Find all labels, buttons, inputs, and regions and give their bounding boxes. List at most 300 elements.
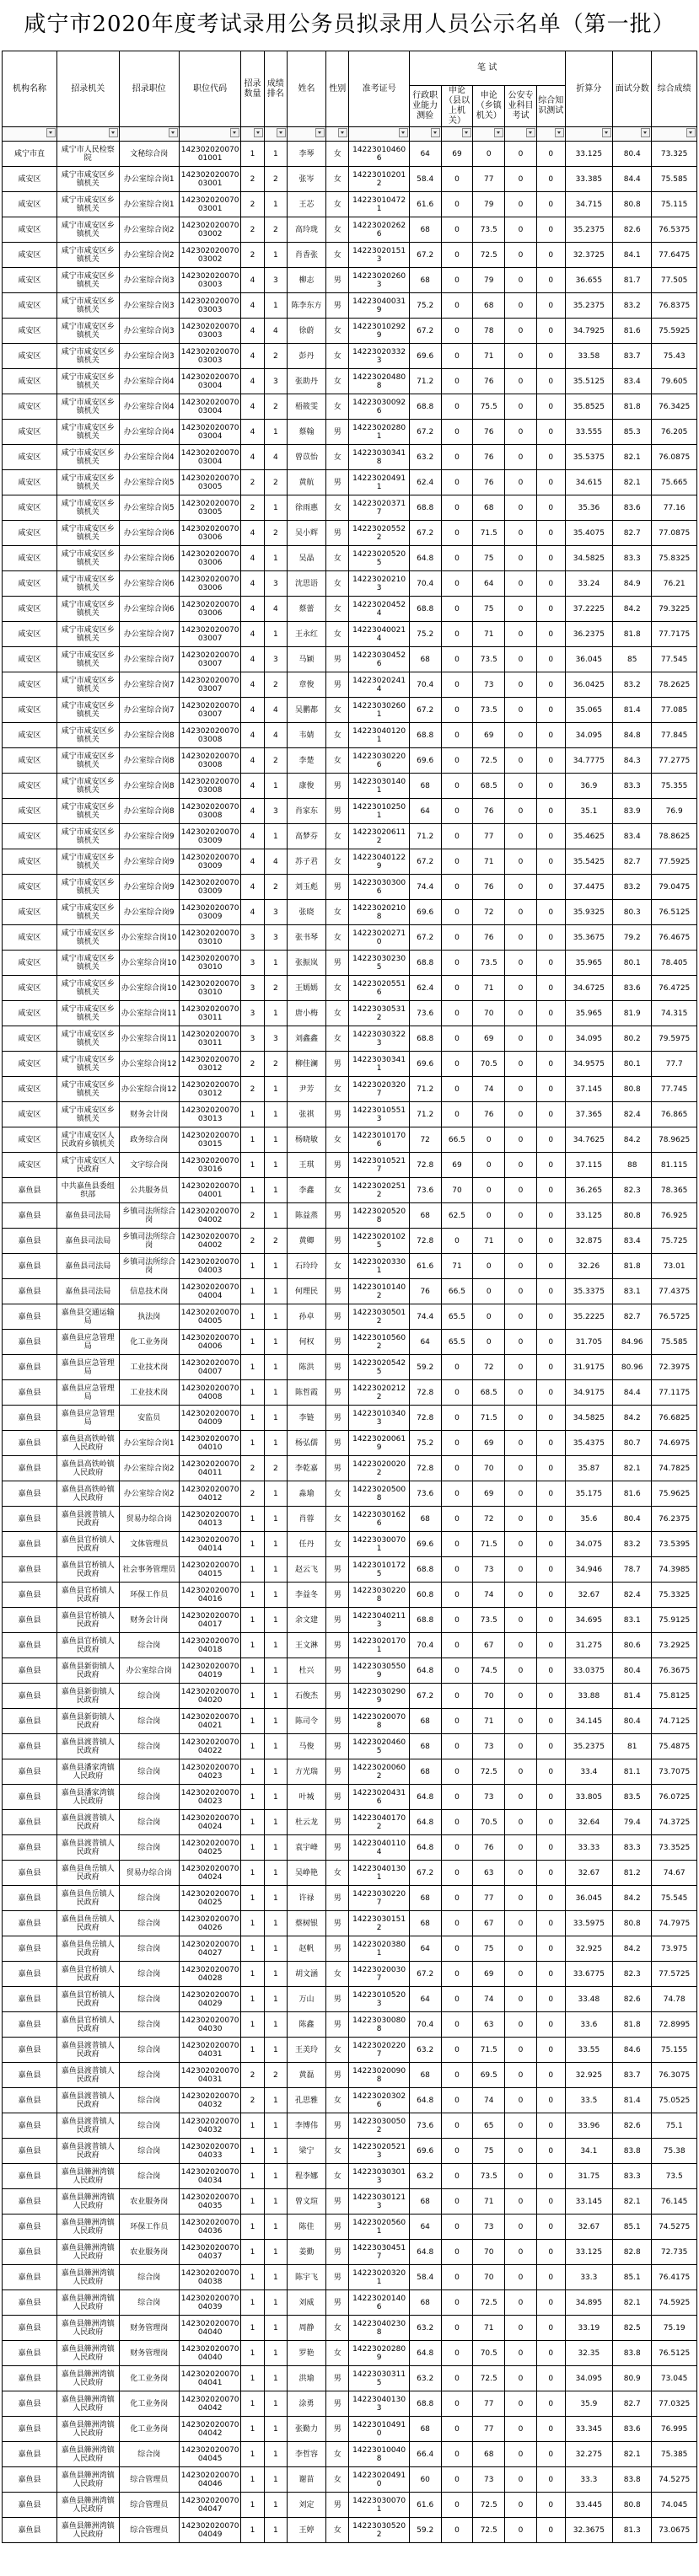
cell-gongan: 0 xyxy=(505,1229,537,1254)
cell-exam-no: 142230204910 xyxy=(349,2467,409,2493)
cell-code: 14230202007004037 xyxy=(179,2240,240,2265)
cell-rank: 1 xyxy=(264,2215,287,2240)
header-gongan: 公安专业科目考试 xyxy=(505,86,537,127)
cell-shenlun-county: 69 xyxy=(441,142,473,167)
cell-total: 76.21 xyxy=(652,571,697,597)
cell-zonghe: 0 xyxy=(536,1355,565,1380)
cell-exam-no: 142230303411 xyxy=(349,1052,409,1077)
cell-shenlun-county: 0 xyxy=(441,243,473,268)
cell-position: 化工业务岗 xyxy=(119,2391,179,2417)
cell-gongan: 0 xyxy=(505,2518,537,2543)
filter-dropdown-agency-icon[interactable] xyxy=(109,128,118,137)
cell-gongan: 0 xyxy=(505,1658,537,1684)
cell-zonghe: 0 xyxy=(536,1911,565,1936)
cell-total: 73.7075 xyxy=(652,1759,697,1785)
cell-position: 办公室综合岗10 xyxy=(119,925,179,951)
cell-name: 柳志 xyxy=(287,268,325,293)
filter-dropdown-rank-icon[interactable] xyxy=(277,128,286,137)
cell-zonghe: 0 xyxy=(536,1330,565,1355)
cell-quota: 2 xyxy=(241,1481,264,1507)
cell-code: 14230202007003002 xyxy=(179,243,240,268)
cell-xingce: 70.4 xyxy=(409,571,441,597)
cell-zonghe: 0 xyxy=(536,1709,565,1734)
cell-total: 79.0475 xyxy=(652,875,697,900)
cell-rank: 1 xyxy=(264,2164,287,2189)
cell-interview: 84.2 xyxy=(613,1886,652,1911)
cell-total: 78.365 xyxy=(652,1178,697,1203)
cell-shenlun-county: 0 xyxy=(441,2164,473,2189)
cell-name: 杨弘儒 xyxy=(287,1431,325,1456)
cell-zonghe: 0 xyxy=(536,2038,565,2063)
cell-unit: 嘉鱼县 xyxy=(3,1481,57,1507)
cell-position: 办公室综合岗1 xyxy=(119,167,179,192)
cell-agency: 咸宁市咸安区乡镇机关 xyxy=(57,1026,119,1052)
cell-code: 14230202007003010 xyxy=(179,925,240,951)
cell-exam-no: 142230205205 xyxy=(349,546,409,571)
cell-total: 77.745 xyxy=(652,1077,697,1102)
cell-interview: 82.1 xyxy=(613,2442,652,2467)
cell-shenlun-town: 73.5 xyxy=(473,647,505,672)
filter-dropdown-name-icon[interactable] xyxy=(315,128,325,137)
cell-exam-no: 142230302208 xyxy=(349,1583,409,1608)
cell-shenlun-county: 0 xyxy=(441,1077,473,1102)
cell-name: 程李娜 xyxy=(287,2164,325,2189)
filter-dropdown-unit-icon[interactable] xyxy=(46,128,56,137)
cell-shenlun-town: 72.5 xyxy=(473,1759,505,1785)
cell-total: 77.505 xyxy=(652,268,697,293)
cell-total: 76.2375 xyxy=(652,1507,697,1532)
cell-name: 吴小辉 xyxy=(287,521,325,546)
cell-zonghe: 0 xyxy=(536,1406,565,1431)
cell-interview: 84.8 xyxy=(613,723,652,748)
header-gender: 性别 xyxy=(326,51,349,127)
header-total: 综合成绩 xyxy=(652,51,697,127)
cell-interview: 80.9 xyxy=(613,2366,652,2391)
cell-zhesuan: 35.065 xyxy=(565,698,613,723)
filter-dropdown-position-icon[interactable] xyxy=(169,128,178,137)
cell-xingce: 68.8 xyxy=(409,597,441,622)
cell-quota: 4 xyxy=(241,799,264,824)
cell-xingce: 67.2 xyxy=(409,849,441,875)
cell-quota: 4 xyxy=(241,875,264,900)
cell-xingce: 63.2 xyxy=(409,2038,441,2063)
cell-interview: 82.3 xyxy=(613,1962,652,1987)
cell-rank: 1 xyxy=(264,1962,287,1987)
table-row xyxy=(3,344,697,369)
cell-rank: 1 xyxy=(264,1355,287,1380)
cell-quota: 1 xyxy=(241,2164,264,2189)
filter-dropdown-total-icon[interactable] xyxy=(686,128,696,137)
cell-exam-no: 142230202626 xyxy=(349,217,409,243)
cell-shenlun-town: 73.5 xyxy=(473,217,505,243)
cell-interview: 83.6 xyxy=(613,495,652,521)
table-row xyxy=(3,774,697,799)
cell-exam-no: 142230205425 xyxy=(349,1355,409,1380)
cell-shenlun-county: 65.5 xyxy=(441,1304,473,1330)
cell-agency: 嘉鱼县司法局 xyxy=(57,1203,119,1229)
cell-gender: 男 xyxy=(326,1456,349,1481)
cell-shenlun-county: 0 xyxy=(441,2442,473,2467)
cell-zonghe: 0 xyxy=(536,799,565,824)
cell-interview: 88 xyxy=(613,1153,652,1178)
cell-shenlun-county: 0 xyxy=(441,647,473,672)
cell-exam-no: 142230401702 xyxy=(349,1810,409,1835)
cell-position: 办公室综合岗12 xyxy=(119,1052,179,1077)
cell-total: 74.5275 xyxy=(652,2215,697,2240)
cell-total: 77.1175 xyxy=(652,1380,697,1406)
cell-gongan: 0 xyxy=(505,1684,537,1709)
cell-zhesuan: 34.7925 xyxy=(565,319,613,344)
filter-dropdown-gongan-icon[interactable] xyxy=(526,128,535,137)
cell-position: 财务会计岗 xyxy=(119,1102,179,1127)
cell-gongan: 0 xyxy=(505,1431,537,1456)
cell-shenlun-town: 0 xyxy=(473,1330,505,1355)
cell-gender: 男 xyxy=(326,1406,349,1431)
cell-interview: 80.3 xyxy=(613,900,652,925)
cell-name: 肖家东 xyxy=(287,799,325,824)
cell-position: 财务管理岗 xyxy=(119,2341,179,2366)
cell-zhesuan: 35.8525 xyxy=(565,394,613,420)
cell-exam-no: 142230305509 xyxy=(349,1658,409,1684)
cell-position: 办公室综合岗9 xyxy=(119,875,179,900)
filter-dropdown-quota-icon[interactable] xyxy=(254,128,263,137)
cell-zonghe: 0 xyxy=(536,2139,565,2164)
filter-dropdown-shenlun-county-icon[interactable] xyxy=(462,128,471,137)
cell-zhesuan: 35.3675 xyxy=(565,925,613,951)
cell-agency: 嘉鱼县渡普镇人民政府 xyxy=(57,2139,119,2164)
cell-xingce: 62.4 xyxy=(409,470,441,495)
cell-gender: 女 xyxy=(326,824,349,849)
cell-exam-no: 142230301213 xyxy=(349,2189,409,2215)
cell-xingce: 72.8 xyxy=(409,1153,441,1178)
cell-gender: 女 xyxy=(326,1481,349,1507)
table-row xyxy=(3,1532,697,1557)
table-row xyxy=(3,1431,697,1456)
cell-name: 黄卿 xyxy=(287,1229,325,1254)
cell-position: 综合管理员 xyxy=(119,2467,179,2493)
cell-unit: 嘉鱼县 xyxy=(3,1658,57,1684)
cell-zonghe: 0 xyxy=(536,1153,565,1178)
cell-code: 14230202007004024 xyxy=(179,1810,240,1835)
cell-shenlun-county: 0 xyxy=(441,1987,473,2012)
cell-unit: 咸安区 xyxy=(3,849,57,875)
cell-gongan: 0 xyxy=(505,1557,537,1583)
cell-quota: 4 xyxy=(241,293,264,319)
cell-zonghe: 0 xyxy=(536,420,565,445)
cell-rank: 3 xyxy=(264,369,287,394)
table-row xyxy=(3,1026,697,1052)
cell-xingce: 68 xyxy=(409,2063,441,2088)
cell-agency: 嘉鱼县渡普镇人民政府 xyxy=(57,1507,119,1532)
cell-exam-no: 142230302207 xyxy=(349,1886,409,1911)
cell-total: 78.2625 xyxy=(652,672,697,698)
cell-shenlun-county: 69 xyxy=(441,1153,473,1178)
header-shenlun-town: 申论（乡镇机关） xyxy=(473,86,505,127)
cell-gender: 男 xyxy=(326,1583,349,1608)
cell-agency: 嘉鱼县交通运输局 xyxy=(57,1304,119,1330)
cell-zonghe: 0 xyxy=(536,293,565,319)
cell-interview: 83.6 xyxy=(613,976,652,1001)
cell-quota: 4 xyxy=(241,571,264,597)
cell-interview: 83.3 xyxy=(613,1835,652,1861)
cell-zonghe: 0 xyxy=(536,1481,565,1507)
cell-shenlun-town: 76 xyxy=(473,1102,505,1127)
cell-position: 综合岗 xyxy=(119,1633,179,1658)
cell-zonghe: 0 xyxy=(536,344,565,369)
table-row xyxy=(3,1633,697,1658)
cell-zonghe: 0 xyxy=(536,2518,565,2543)
filter-cell-code xyxy=(179,127,240,142)
cell-position: 综合岗 xyxy=(119,2139,179,2164)
cell-agency: 咸宁市咸安区乡镇机关 xyxy=(57,546,119,571)
cell-quota: 3 xyxy=(241,1026,264,1052)
cell-code: 14230202007003002 xyxy=(179,217,240,243)
cell-exam-no: 142230302206 xyxy=(349,748,409,774)
cell-zhesuan: 33.385 xyxy=(565,167,613,192)
cell-code: 14230202007004031 xyxy=(179,2038,240,2063)
cell-total: 76.0725 xyxy=(652,1785,697,1810)
filter-cell-zonghe xyxy=(536,127,565,142)
cell-code: 14230202007004003 xyxy=(179,1254,240,1279)
cell-shenlun-county: 0 xyxy=(441,2265,473,2290)
cell-rank: 2 xyxy=(264,672,287,698)
cell-agency: 咸宁市咸安区乡镇机关 xyxy=(57,1077,119,1102)
table-row xyxy=(3,1456,697,1481)
cell-code: 14230202007004031 xyxy=(179,2063,240,2088)
table-row xyxy=(3,1734,697,1759)
filter-cell-rank xyxy=(264,127,287,142)
table-row xyxy=(3,1229,697,1254)
cell-unit: 嘉鱼县 xyxy=(3,1456,57,1481)
cell-zonghe: 0 xyxy=(536,217,565,243)
cell-interview: 80.8 xyxy=(613,192,652,217)
cell-interview: 80.2 xyxy=(613,1026,652,1052)
cell-exam-no: 142230205208 xyxy=(349,1203,409,1229)
cell-code: 14230202007004011 xyxy=(179,1456,240,1481)
cell-quota: 2 xyxy=(241,243,264,268)
cell-shenlun-county: 0 xyxy=(441,875,473,900)
cell-position: 综合岗 xyxy=(119,1709,179,1734)
cell-unit: 咸安区 xyxy=(3,495,57,521)
cell-code: 14230202007004024 xyxy=(179,1861,240,1886)
cell-gender: 女 xyxy=(326,976,349,1001)
cell-xingce: 64.8 xyxy=(409,2341,441,2366)
cell-unit: 咸安区 xyxy=(3,951,57,976)
cell-xingce: 75.2 xyxy=(409,1431,441,1456)
cell-rank: 2 xyxy=(264,344,287,369)
cell-zhesuan: 34.095 xyxy=(565,2366,613,2391)
cell-unit: 嘉鱼县 xyxy=(3,2139,57,2164)
cell-quota: 1 xyxy=(241,1279,264,1304)
cell-zhesuan: 36.655 xyxy=(565,268,613,293)
cell-zhesuan: 34.145 xyxy=(565,1709,613,1734)
cell-interview: 80.6 xyxy=(613,1633,652,1658)
cell-quota: 1 xyxy=(241,2240,264,2265)
cell-total: 73.325 xyxy=(652,142,697,167)
cell-shenlun-county: 0 xyxy=(441,1709,473,1734)
cell-name: 杜兴 xyxy=(287,1658,325,1684)
cell-gender: 女 xyxy=(326,571,349,597)
cell-gender: 女 xyxy=(326,622,349,647)
table-row xyxy=(3,2113,697,2139)
cell-total: 73.01 xyxy=(652,1254,697,1279)
cell-position: 文体管理员 xyxy=(119,1532,179,1557)
cell-zonghe: 0 xyxy=(536,2240,565,2265)
cell-gongan: 0 xyxy=(505,1785,537,1810)
cell-total: 77.5925 xyxy=(652,849,697,875)
cell-xingce: 68 xyxy=(409,217,441,243)
cell-exam-no: 142230105203 xyxy=(349,1987,409,2012)
cell-xingce: 74.4 xyxy=(409,1304,441,1330)
cell-rank: 2 xyxy=(264,976,287,1001)
cell-total: 76.3675 xyxy=(652,1658,697,1684)
cell-zonghe: 0 xyxy=(536,268,565,293)
cell-unit: 咸安区 xyxy=(3,268,57,293)
cell-interview: 80.8 xyxy=(613,1911,652,1936)
table-row xyxy=(3,1330,697,1355)
cell-interview: 80.4 xyxy=(613,1709,652,1734)
cell-shenlun-town: 68 xyxy=(473,2442,505,2467)
filter-cell-total xyxy=(652,127,697,142)
cell-zonghe: 0 xyxy=(536,2290,565,2316)
cell-interview: 81.2 xyxy=(613,1861,652,1886)
cell-rank: 3 xyxy=(264,268,287,293)
cell-unit: 嘉鱼县 xyxy=(3,1532,57,1557)
filter-dropdown-exam-no-icon[interactable] xyxy=(399,128,408,137)
cell-quota: 4 xyxy=(241,546,264,571)
cell-position: 办公室综合岗1 xyxy=(119,1431,179,1456)
table-row xyxy=(3,2290,697,2316)
cell-name: 杜云龙 xyxy=(287,1810,325,1835)
filter-dropdown-zhesuan-icon[interactable] xyxy=(602,128,611,137)
table-row xyxy=(3,1380,697,1406)
cell-unit: 咸安区 xyxy=(3,824,57,849)
cell-position: 贸易办综合岗 xyxy=(119,1507,179,1532)
cell-agency: 嘉鱼县新街镇人民政府 xyxy=(57,1684,119,1709)
cell-exam-no: 142230303115 xyxy=(349,2366,409,2391)
cell-exam-no: 142230205522 xyxy=(349,521,409,546)
cell-agency: 咸宁市咸安区乡镇机关 xyxy=(57,420,119,445)
cell-zhesuan: 35.3375 xyxy=(565,1279,613,1304)
cell-rank: 3 xyxy=(264,925,287,951)
cell-position: 农业服务岗 xyxy=(119,2189,179,2215)
cell-zhesuan: 34.5825 xyxy=(565,1406,613,1431)
filter-dropdown-xingce-icon[interactable] xyxy=(431,128,440,137)
cell-agency: 嘉鱼县簰洲湾镇人民政府 xyxy=(57,2189,119,2215)
cell-gongan: 0 xyxy=(505,1330,537,1355)
cell-unit: 嘉鱼县 xyxy=(3,1861,57,1886)
cell-gongan: 0 xyxy=(505,2088,537,2113)
filter-dropdown-code-icon[interactable] xyxy=(230,128,239,137)
cell-exam-no: 142230202710 xyxy=(349,925,409,951)
cell-name: 彭丹 xyxy=(287,344,325,369)
cell-total: 78.9625 xyxy=(652,1127,697,1153)
cell-total: 74.045 xyxy=(652,2493,697,2518)
cell-shenlun-town: 73 xyxy=(473,672,505,698)
cell-zhesuan: 33.345 xyxy=(565,2417,613,2442)
cell-zhesuan: 33.33 xyxy=(565,1835,613,1861)
cell-zonghe: 0 xyxy=(536,470,565,495)
cell-shenlun-town: 71 xyxy=(473,1709,505,1734)
cell-unit: 嘉鱼县 xyxy=(3,1987,57,2012)
cell-gongan: 0 xyxy=(505,2417,537,2442)
cell-gongan: 0 xyxy=(505,2189,537,2215)
cell-total: 76.4675 xyxy=(652,925,697,951)
cell-zonghe: 0 xyxy=(536,1456,565,1481)
cell-gender: 男 xyxy=(326,1835,349,1861)
cell-unit: 咸安区 xyxy=(3,1026,57,1052)
cell-name: 李乾嘉 xyxy=(287,1456,325,1481)
cell-rank: 1 xyxy=(264,1911,287,1936)
cell-zonghe: 0 xyxy=(536,2442,565,2467)
cell-unit: 咸安区 xyxy=(3,445,57,470)
cell-name: 李哲容 xyxy=(287,2442,325,2467)
cell-rank: 1 xyxy=(264,2088,287,2113)
cell-unit: 嘉鱼县 xyxy=(3,1759,57,1785)
cell-exam-no: 142230203207 xyxy=(349,1077,409,1102)
cell-unit: 嘉鱼县 xyxy=(3,2316,57,2341)
cell-rank: 4 xyxy=(264,723,287,748)
cell-shenlun-county: 0 xyxy=(441,2038,473,2063)
cell-quota: 4 xyxy=(241,723,264,748)
cell-quota: 1 xyxy=(241,2139,264,2164)
cell-zonghe: 0 xyxy=(536,394,565,420)
filter-dropdown-zonghe-icon[interactable] xyxy=(555,128,564,137)
cell-rank: 3 xyxy=(264,571,287,597)
cell-total: 74.315 xyxy=(652,1001,697,1026)
filter-dropdown-shenlun-town-icon[interactable] xyxy=(494,128,503,137)
cell-exam-no: 142230200602 xyxy=(349,1759,409,1785)
cell-total: 79.5975 xyxy=(652,1026,697,1052)
cell-gender: 男 xyxy=(326,1734,349,1759)
cell-interview: 84.4 xyxy=(613,1380,652,1406)
cell-gongan: 0 xyxy=(505,1355,537,1380)
cell-zonghe: 0 xyxy=(536,1102,565,1127)
cell-exam-no: 142230202414 xyxy=(349,672,409,698)
cell-rank: 2 xyxy=(264,1229,287,1254)
cell-name: 梧筱雯 xyxy=(287,394,325,420)
cell-name: 叶城 xyxy=(287,1785,325,1810)
cell-position: 贸易办综合岗 xyxy=(119,1861,179,1886)
cell-gender: 女 xyxy=(326,167,349,192)
cell-gender: 女 xyxy=(326,546,349,571)
cell-position: 办公室综合岗3 xyxy=(119,293,179,319)
cell-zhesuan: 34.075 xyxy=(565,1532,613,1557)
table-row xyxy=(3,1861,697,1886)
cell-position: 办公室综合岗1 xyxy=(119,192,179,217)
cell-name: 肖香张 xyxy=(287,243,325,268)
cell-total: 74.7125 xyxy=(652,1709,697,1734)
cell-rank: 1 xyxy=(264,1304,287,1330)
roster-body xyxy=(3,142,697,2543)
cell-unit: 咸安区 xyxy=(3,748,57,774)
cell-exam-no: 142230303006 xyxy=(349,875,409,900)
filter-dropdown-interview-icon[interactable] xyxy=(641,128,650,137)
cell-gender: 女 xyxy=(326,217,349,243)
cell-zhesuan: 34.7775 xyxy=(565,748,613,774)
cell-zonghe: 0 xyxy=(536,1734,565,1759)
cell-rank: 1 xyxy=(264,1936,287,1962)
filter-dropdown-gender-icon[interactable] xyxy=(338,128,347,137)
cell-position: 办公室综合岗3 xyxy=(119,268,179,293)
cell-shenlun-county: 0 xyxy=(441,799,473,824)
cell-quota: 4 xyxy=(241,319,264,344)
cell-total: 77.545 xyxy=(652,647,697,672)
cell-name: 周静 xyxy=(287,2316,325,2341)
table-row xyxy=(3,1886,697,1911)
cell-quota: 4 xyxy=(241,420,264,445)
cell-interview: 83.5 xyxy=(613,1785,652,1810)
